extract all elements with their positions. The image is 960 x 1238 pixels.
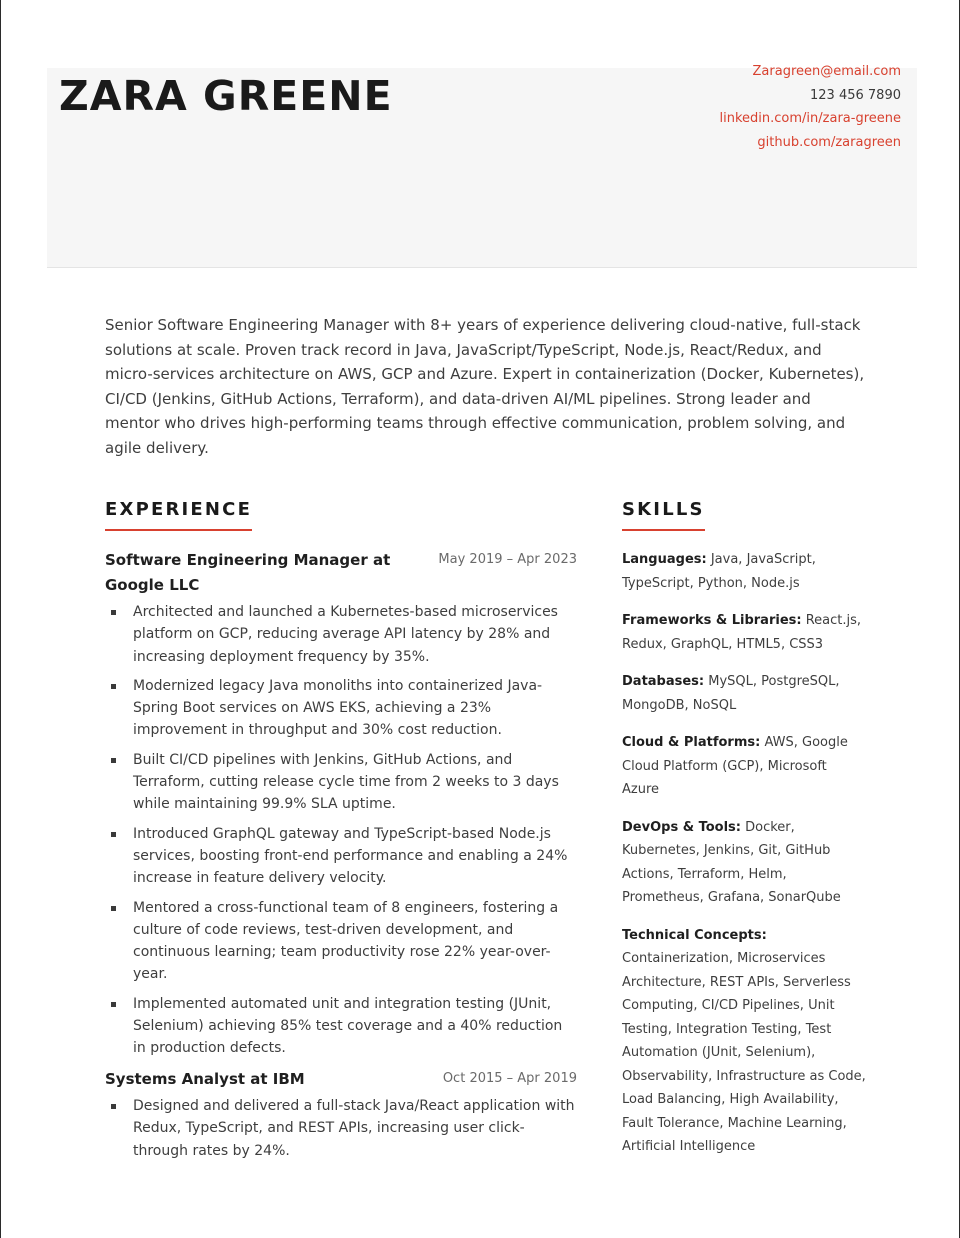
skill-values: Docker, Kubernetes, Jenkins, Git, GitHub Actions, Terraform, Helm, Prometheus, Grafana, SonarQube [622,819,841,905]
bullet-text: Modernized legacy Java monoliths into containerized Java-Spring Boot services on AWS EKS, achieving a 23% improvement in throughput and 30% cost reduction. [133,677,543,739]
bullet-item [105,601,577,668]
bullet-square-icon [111,684,116,689]
skill-label: Technical Concepts: [622,927,767,943]
skills-heading: SKILLS [622,499,705,531]
linkedin-link[interactable]: linkedin.com/in/zara-greene [719,111,901,126]
skill-group-concepts [622,924,867,1159]
candidate-name: ZARA GREENE [59,72,393,120]
bullet-text: Designed and delivered a full-stack Java/React application with Redux, TypeScript, and REST APIs, increasing user click-through rates by 24%. [133,1098,575,1159]
skill-values: MySQL, PostgreSQL, MongoDB, NoSQL [622,674,840,713]
experience-section [105,548,577,1169]
bullet-item [105,675,577,742]
bullet-item [105,823,577,890]
job-header [105,548,577,597]
skill-label: Cloud & Platforms: [622,735,761,750]
experience-heading: EXPERIENCE [105,499,252,531]
skill-values: React.js, Redux, GraphQL, HTML5, CSS3 [622,613,862,652]
skill-label: Databases: [622,674,705,689]
professional-summary: Senior Software Engineering Manager with 8+ years of experience delivering cloud-native, full-stack solutions at scale. Proven track record in Java, JavaScript/TypeScript, Node.js, React/Redux, and micro-services architecture on AWS, GCP and Azure. Expert in containerization (Docker, Kubernetes), CI/CD (Jenkins, GitHub Actions, Terraform), and data-driven AI/ML pipelines. Strong leader and mentor who drives high-performing teams through effective communication, problem solving, and agile delivery. [105,316,865,457]
bullet-text: Introduced GraphQL gateway and TypeScript-based Node.js services, boosting front-end performance and enabling a 24% increase in feature delivery velocity. [133,825,568,887]
skill-group-languages [622,548,867,595]
bullet-square-icon [111,1002,116,1007]
skill-group-devops [622,816,867,910]
job-bullets [105,1095,577,1162]
bullet-text: Architected and launched a Kubernetes-based microservices platform on GCP, reducing average API latency by 28% and increasing deployment frequency by 35%. [133,604,558,665]
job-dates: May 2019 – Apr 2023 [438,552,577,567]
bullet-text: Built CI/CD pipelines with Jenkins, GitHub Actions, and Terraform, cutting release cycle time from 2 weeks to 3 days while maintaining 99.9% SLA uptime. [133,751,559,813]
job-dates: Oct 2015 – Apr 2019 [442,1070,577,1086]
bullet-square-icon [111,1104,116,1109]
email-link[interactable]: Zaragreen@email.com [752,64,901,79]
bullet-square-icon [111,906,116,911]
skill-label: DevOps & Tools: [622,819,741,835]
job-title: Software Engineering Manager at Google LLC [105,551,391,594]
skill-values: Containerization, Microservices Architecture, REST APIs, Serverless Computing, CI/CD Pipelines, Unit Testing, Integration Testing, Test Automation (JUnit, Selenium), Observability, Infrastructure as Code, Load Balancing, High Availability, Fault Tolerance, Machine Learning, Artificial Intelligence [622,951,866,1154]
bullet-item [105,993,577,1060]
bullet-square-icon [111,832,116,837]
github-link[interactable]: github.com/zaragreen [757,134,901,150]
bullet-item [105,1095,577,1162]
job-title: Systems Analyst at IBM [105,1069,305,1088]
skill-group-frameworks [622,609,867,656]
job-entry [105,1067,577,1162]
job-bullets [105,601,577,1060]
bullet-item [105,749,577,816]
contact-block [720,60,901,154]
skill-label: Frameworks & Libraries: [622,613,802,628]
bullet-square-icon [111,610,116,615]
job-entry [105,548,577,1060]
skill-values: AWS, Google Cloud Platform (GCP), Microsoft Azure [622,735,848,797]
bullet-text: Mentored a cross-functional team of 8 engineers, fostering a culture of code reviews, test-driven development, and continuous learning; team productivity rose 22% year-over-year. [133,899,559,983]
skills-section [622,548,867,1173]
skill-values: Java, JavaScript, TypeScript, Python, Node.js [622,552,816,591]
phone-number: 123 456 7890 [810,87,901,103]
skill-group-cloud [622,731,867,802]
skill-label: Languages: [622,552,707,567]
skill-group-databases [622,670,867,717]
job-header [105,1067,577,1092]
bullet-item [105,897,577,986]
bullet-text: Implemented automated unit and integration testing (JUnit, Selenium) achieving 85% test coverage and a 40% reduction in production defects. [133,995,563,1057]
bullet-square-icon [111,758,116,763]
